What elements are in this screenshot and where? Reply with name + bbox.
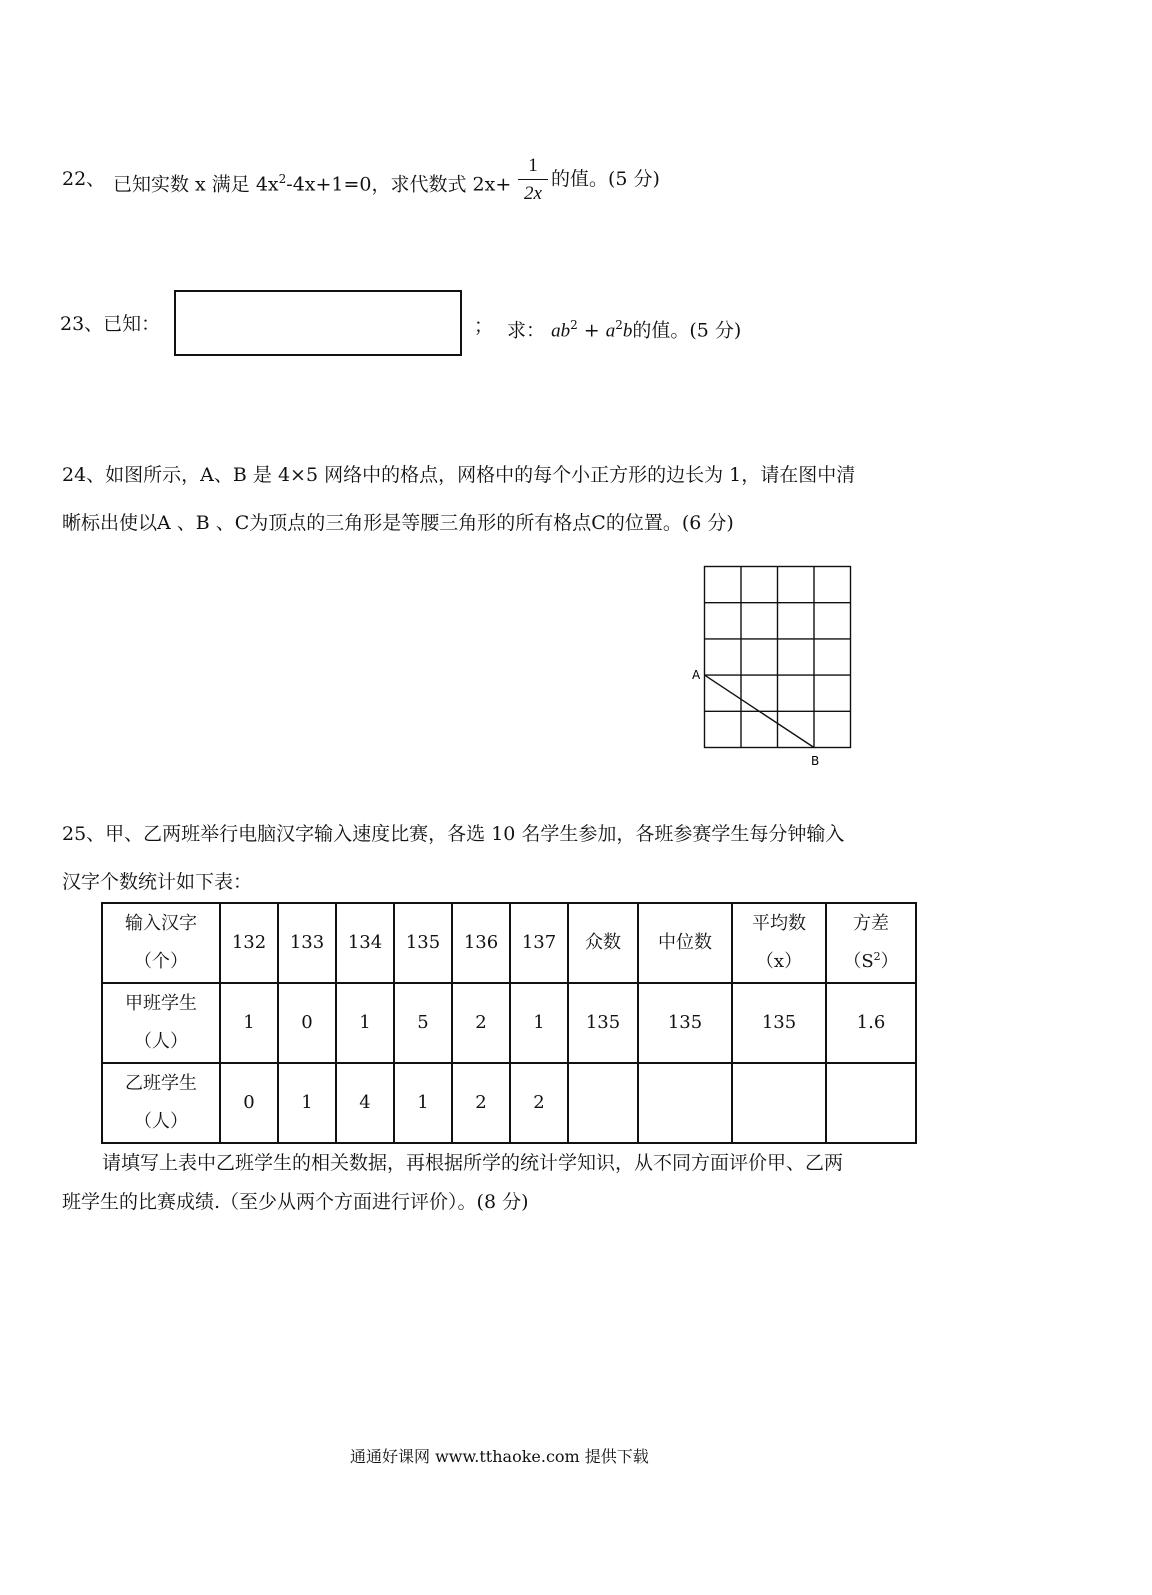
q23-prefix: 23、已知： — [60, 313, 161, 335]
variance-cell[interactable] — [826, 1063, 916, 1143]
q23-expr-b: a — [605, 320, 616, 342]
q23-expression — [507, 313, 741, 343]
row-label-l2: （人） — [134, 1111, 188, 1132]
q22-text-a: 已知实数 x 满足 4x — [113, 173, 279, 196]
q24-line1: 24、如图所示，A、B 是 4×5 网络中的格点，网格中的每个小正方形的边长为 1，请在图中清 — [62, 464, 856, 486]
mean-cell: 135 — [732, 983, 826, 1063]
q23-plus: + — [577, 319, 606, 342]
header-mean — [732, 903, 826, 983]
table-header-row — [102, 903, 916, 983]
header-count: 136 — [452, 903, 510, 983]
table-cell: 2 — [452, 983, 510, 1063]
median-cell[interactable] — [638, 1063, 732, 1143]
q25-after2: 班学生的比赛成绩.（至少从两个方面进行评价）。(8 分) — [62, 1191, 529, 1213]
header-first-l1: 输入汉字 — [125, 913, 197, 934]
median-cell: 135 — [638, 983, 732, 1063]
header-variance-sup: 2 — [873, 950, 881, 963]
q22-tail: 的值。(5 分) — [551, 168, 660, 190]
row-label-l2: （人） — [134, 1031, 188, 1052]
q23-expr-a: ab — [551, 320, 571, 342]
table-cell: 1 — [278, 1063, 336, 1143]
q23-sup2: 2 — [615, 318, 623, 332]
header-mode: 众数 — [568, 903, 638, 983]
header-median: 中位数 — [638, 903, 732, 983]
row-label — [102, 1063, 220, 1143]
q22-sup: 2 — [278, 172, 287, 186]
q22-frac-num: 1 — [528, 155, 538, 176]
footer: 通通好课网 www.tthaoke.com 提供下载 — [350, 1447, 649, 1466]
q22-frac-den: 2x — [524, 183, 542, 204]
header-count: 134 — [336, 903, 394, 983]
header-variance-close: ） — [880, 951, 899, 972]
header-count: 137 — [510, 903, 568, 983]
table-cell: 0 — [220, 1063, 278, 1143]
table-cell: 0 — [278, 983, 336, 1063]
table-cell: 4 — [336, 1063, 394, 1143]
q22-frac-bar — [518, 179, 548, 180]
q22-fraction — [518, 155, 548, 207]
score-table — [101, 902, 917, 1144]
header-variance-open: （S — [843, 951, 874, 972]
header-count: 133 — [278, 903, 336, 983]
q25-line1: 25、甲、乙两班举行电脑汉字输入速度比赛，各选 10 名学生参加，各班参赛学生每分钟输入 — [62, 823, 845, 845]
table-cell: 2 — [510, 1063, 568, 1143]
mode-cell[interactable] — [568, 1063, 638, 1143]
q22-text — [113, 167, 511, 196]
row-label — [102, 983, 220, 1063]
table-cell: 1 — [394, 1063, 452, 1143]
header-mean-l2: （x） — [755, 951, 803, 972]
table-cell: 5 — [394, 983, 452, 1063]
table-row — [102, 1063, 916, 1143]
mean-cell[interactable] — [732, 1063, 826, 1143]
row-label-l1: 甲班学生 — [125, 993, 197, 1014]
q23-given-box — [174, 290, 462, 356]
header-count: 135 — [394, 903, 452, 983]
row-label-l1: 乙班学生 — [125, 1073, 197, 1094]
header-variance-l1: 方差 — [853, 913, 889, 934]
q23-expr-c: b — [622, 320, 633, 342]
q23-semicolon: ； — [474, 315, 494, 337]
point-a-label: A — [692, 668, 701, 682]
q25-line2: 汉字个数统计如下表： — [62, 871, 253, 893]
q23-ask: 求： — [507, 319, 546, 342]
q24-line2: 晰标出使以A 、B 、C为顶点的三角形是等腰三角形的所有格点C的位置。(6 分) — [62, 512, 734, 534]
header-count: 132 — [220, 903, 278, 983]
q25-after1: 请填写上表中乙班学生的相关数据，再根据所学的统计学知识，从不同方面评价甲、乙两 — [102, 1152, 844, 1174]
q22-number: 22、 — [62, 168, 106, 190]
table-cell: 1 — [220, 983, 278, 1063]
header-first-cell — [102, 903, 220, 983]
q23-tail: 的值。(5 分) — [632, 319, 742, 342]
grid-lines — [705, 567, 851, 748]
table-cell: 2 — [452, 1063, 510, 1143]
q22-text-b: -4x+1=0，求代数式 2x+ — [286, 173, 512, 196]
header-variance — [826, 903, 916, 983]
table-row — [102, 983, 916, 1063]
variance-cell: 1.6 — [826, 983, 916, 1063]
table-cell: 1 — [336, 983, 394, 1063]
q23-sup1: 2 — [570, 318, 578, 332]
q24-grid-figure — [680, 560, 870, 775]
point-b-label: B — [811, 754, 820, 768]
header-first-l2: （个） — [134, 951, 188, 972]
header-mean-l1: 平均数 — [752, 913, 806, 934]
mode-cell: 135 — [568, 983, 638, 1063]
table-cell: 1 — [510, 983, 568, 1063]
